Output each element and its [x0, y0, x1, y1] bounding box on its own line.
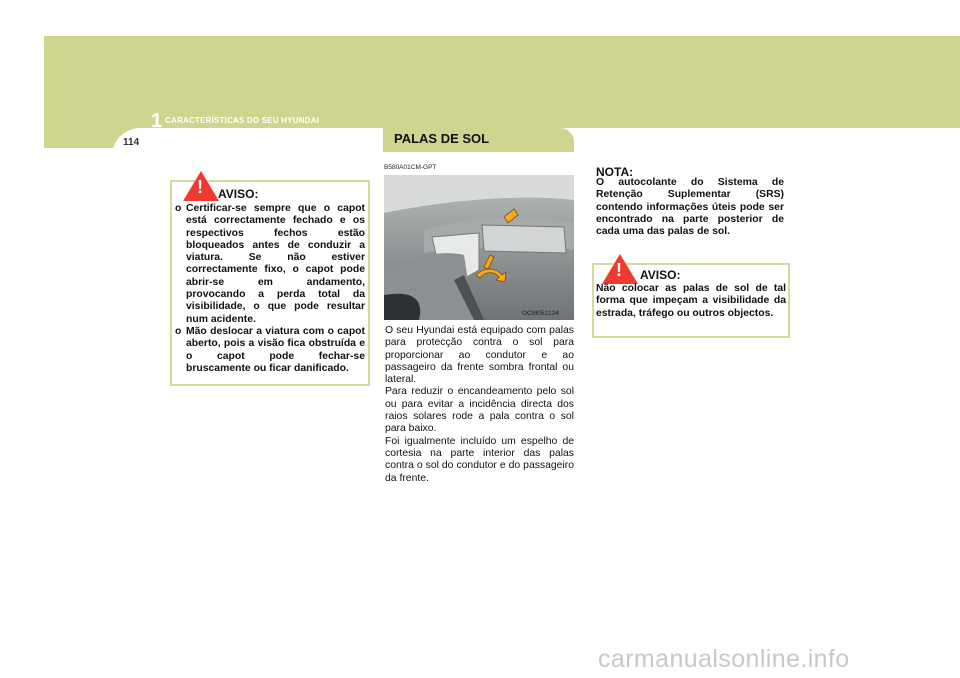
warning-title: AVISO:	[640, 268, 681, 282]
warning-item: o Certificar-se sempre que o capot está correctamente fechado e os respectivos fechos estão bloqueados antes de conduzir a viatura. Se não estiver correctamente fixo, o capot pode abrir-se em andamento, provocando a perda total da visibilidade, o que pode resultar num acidente.	[175, 203, 365, 325]
sunvisor-illustration	[384, 175, 574, 320]
chapter-number: 1	[151, 110, 163, 132]
paragraph: Para reduzir o encandeamento pelo sol ou para evitar a incidência directa dos raios solares rode a pala contra o sol para baixo.	[385, 386, 574, 435]
page-number: 114	[123, 137, 140, 148]
section-title: PALAS DE SOL	[394, 131, 490, 146]
image-caption: OCM052124	[522, 310, 559, 317]
paragraph: Foi igualmente incluído um espelho de cortesia na parte interior das palas contra o sol do condutor e do passageiro da frente.	[385, 435, 574, 484]
warning-list	[175, 203, 365, 375]
note-title: NOTA:	[596, 165, 634, 179]
section-code: B580A01CM-GPT	[384, 164, 437, 171]
warning-title: AVISO:	[218, 187, 259, 201]
note-text: O autocolante do Sistema de Retenção Suplementar (SRS) contendo informações úteis pode ser encontrado na parte posterior de cada uma das palas de sol.	[596, 177, 784, 238]
watermark: carmanualsonline.info	[598, 645, 850, 673]
warning-triangle-icon: !	[602, 254, 638, 284]
chapter-title: CARACTERÍSTICAS DO SEU HYUNDAI	[165, 116, 320, 125]
warning-item: o Mão deslocar a viatura com o capot aberto, pois a visão fica obstruída e o capot pode fechar-se bruscamente ou ficar danificado.	[175, 325, 365, 374]
warning-text: Não colocar as palas de sol de tal forma que impeçam a visibilidade da estrada, tráfego ou outros objectos.	[596, 283, 786, 319]
warning-triangle-icon: !	[183, 171, 219, 201]
paragraph: O seu Hyundai está equipado com palas para protecção contra o sol para proporcionar ao condutor e ao passageiro da frente sombra frontal ou lateral.	[385, 325, 574, 386]
sunvisor-description	[385, 325, 574, 485]
